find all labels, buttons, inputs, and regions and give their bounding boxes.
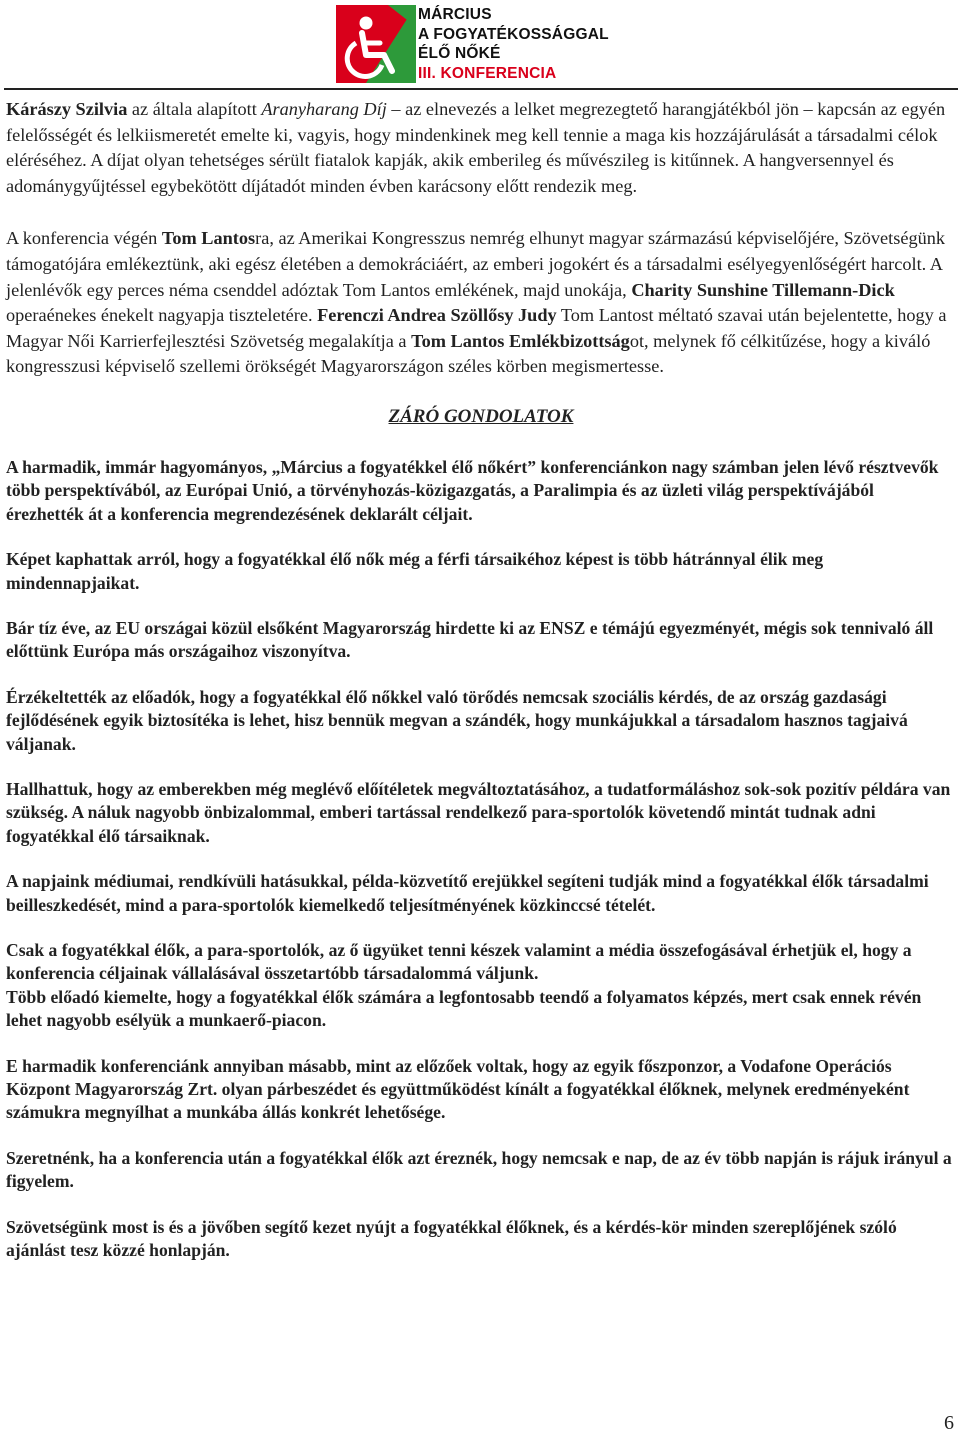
text-span: A konferencia végén <box>6 228 162 249</box>
conference-header <box>336 5 636 83</box>
closing-paragraph: Több előadó kiemelte, hogy a fogyatékkal élők számára a legfontosabb teendő a folyamatos képzés, mert csak ennek révén lehet nagyobb esélyük a munkaerő-piacon. <box>6 986 922 1031</box>
conference-title <box>418 5 609 83</box>
person-name: Kárászy Szilvia <box>6 99 128 119</box>
bold-name: Tom Lantos Emlékbizottság <box>411 330 630 351</box>
closing-paragraph: E harmadik konferenciánk annyiban másabb, mint az előzőek voltak, hogy az egyik főszponzor, a Vodafone Operációs Központ Magyarország Zrt. olyan párbeszédet és együttműködést kínált a fogyatékkal élőknek, melynek eredményeként számukra megnyílhat a munkába állás konkrét lehetősége. <box>6 1055 910 1123</box>
closing-paragraph: A napjaink médiumai, rendkívüli hatásukkal, példa-közvetítő erejükkel segíteni tudják mind a fogyatékkal élők társadalmi beilleszkedését, mind a para-sportolók kiemelkedő teljesítményének közkinccsé tételét. <box>6 871 929 915</box>
logo-line-2: A FOGYATÉKOSSÁGGAL <box>418 25 609 43</box>
header-divider <box>4 88 958 90</box>
bold-name: Tom Lantos <box>161 228 256 249</box>
logo-line-1: MÁRCIUS <box>418 6 492 23</box>
prize-name: Aranyharang Díj <box>261 99 387 119</box>
closing-paragraph: Érzékeltették az előadók, hogy a fogyatékkal élő nőkkel való törődés nemcsak szociális kérdés, de az ország gazdasági fejlődésének egyik biztosítéka is lehet, hisz bennük megvan a szándék, hogy munkájukkal a társadalom hasznos tagjaivá váljanak. <box>6 686 908 754</box>
text-span: operaénekes énekelt nagyapja tiszteletére. <box>6 305 318 326</box>
text-span: az általa alapított <box>127 99 262 119</box>
text-span: ra, az Amerikai Kongresszus nemrég elhunyt magyar származású képviselőjére, Szövetségünk támogatójára emlékeztünk, aki egész életében a demokráciáért, az emberi jogokért és a társadalmi esélyegyenlőségért harcolt. A jelenlévők egy perces néma csenddel adóztak Tom Lantos emlékének, majd unokája, <box>6 228 946 300</box>
document-body <box>6 95 956 1263</box>
paragraph-tom-lantos <box>6 226 956 380</box>
conference-logo <box>336 5 416 83</box>
closing-paragraph: Képet kaphattak arról, hogy a fogyatékkal élő nők még a férfi társaikéhoz képest is több hátránnyal élik meg mindennapjaikat. <box>6 549 824 593</box>
section-heading: ZÁRÓ GONDOLATOK <box>388 405 574 427</box>
text-span: Tom Lantost méltató szavai után bejelentette, hogy a Magyar Női Karrierfejlesztési Szövetség megalakítja a <box>6 305 947 351</box>
wheelchair-icon <box>336 5 416 83</box>
closing-paragraph: Szeretnénk, ha a konferencia után a fogyatékkal élők azt éreznék, hogy nemcsak e nap, de az év több napján is rájuk irányul a figyelem. <box>6 1147 952 1192</box>
text-span: ot, melynek fő célkitűzése, hogy a kiváló kongresszusi képviselő szellemi örökségét Magyarországon széles körben megismertesse. <box>6 330 931 377</box>
closing-paragraph: Bár tíz éve, az EU országai közül elsőként Magyarország hirdette ki az ENSZ e témájú egyezményét, mégis sok tennivaló áll előttünk Európa más országaihoz viszonyítva. <box>6 617 934 662</box>
bold-name: Charity Sunshine Tillemann-Dick <box>631 279 895 300</box>
closing-paragraph: A harmadik, immár hagyományos, „Március a fogyatékkel élő nőkért” konferenciánkon nagy számban jelen lévő résztvevők több perspektívából, az Európai Unió, a törvényhozás-közigazgatás, a Paralimpia és az üzleti világ perspektívájából érezhették át a konferencia megrendezésének deklarált céljait. <box>6 456 939 524</box>
logo-line-3: ÉLŐ NŐKÉ <box>418 45 501 62</box>
text-span: – az elnevezés a lelket megrezegtető harangjátékból jön – kapcsán az egyén felelősségét és lelkiismeretét emelte ki, vagyis, hogy mindenkinek meg kell tennie a maga kis hozzájárulását a társadalmi célok eléréséhez. A díjat olyan tehetséges sérült fiatalok kapják, akik emberileg és művészileg is kitűnnek. A hangversennyel és adománygyűjtéssel egybekötött díjátadót minden évben karácsony előtt rendezik meg. <box>6 99 946 196</box>
closing-paragraph: Hallhattuk, hogy az emberekben még meglévő előítéletek megváltoztatásához, a tudatformáláshoz sok-sok pozitív példára van szükség. A náluk nagyobb önbizalommal, emberi tartással rendelkező para-sportolók követendő mintát tudnak adni fogyatékkal élő társaiknak. <box>6 779 951 846</box>
closing-paragraph: Csak a fogyatékkal élők, a para-sportolók, az ő ügyüket tenni készek valamint a média összefogásával érhetjük el, hogy a konferencia céljainak vállalásával összetartóbb társadalommá váljunk. <box>6 940 912 984</box>
closing-paragraph: Szövetségünk most is és a jövőben segítő kezet nyújt a fogyatékkal élőknek, és a kérdés-kör minden szereplőjének szóló ajánlást tesz közzé honlapján. <box>6 1216 897 1261</box>
logo-line-4: III. KONFERENCIA <box>418 64 557 82</box>
bold-name: Ferenczi Andrea Szöllősy Judy <box>317 305 557 326</box>
paragraph-aranyharang <box>6 97 956 199</box>
page-number: 6 <box>944 1412 954 1434</box>
